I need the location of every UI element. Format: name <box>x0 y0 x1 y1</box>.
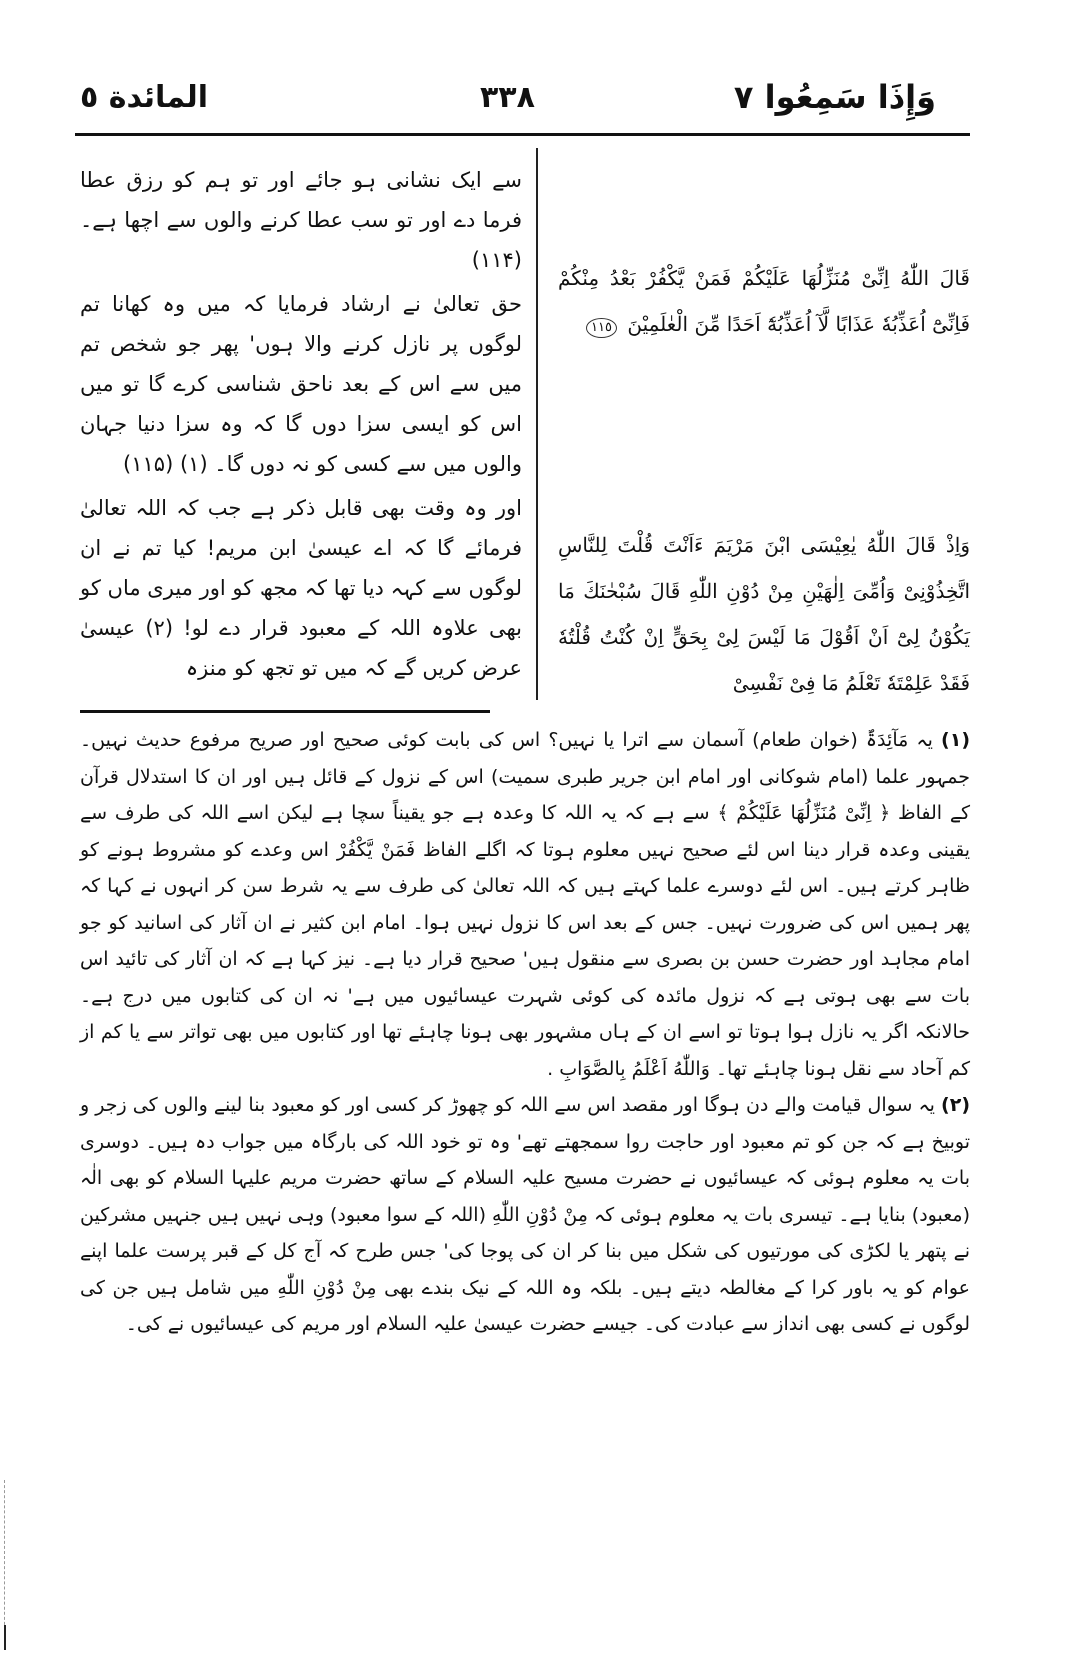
footnote-text: یہ مَآئِدَۃٌ (خوان طعام) آسمان سے اترا یا نہیں؟ اس کی بابت کوئی صحیح اور صریح مرفوع حدیث نہیں۔ جمہور علما (امام شوکانی اور امام ابن جریر طبری سمیت) اس کے نزول کے قائل ہیں اور ان کا استدلال قرآن کے الفاظ ﴿ اِنِّیْ مُنَزِّلُهَا عَلَیْكُمْ ﴾ سے ہے کہ یہ اللہ کا وعدہ ہے جو یقیناً سچا ہے لیکن اسے اللہ کی طرف سے یقینی وعدہ قرار دینا اس لئے صحیح نہیں معلوم ہوتا کہ اگلے الفاظ فَمَنْ یَّكْفُرْ اس وعدے کو مشروط ہونے کو ظاہر کرتے ہیں۔ اس لئے دوسرے علما کہتے ہیں کہ اللہ تعالیٰ کی طرف سے یہ شرط سن کر انہوں نے کہا کہ پھر ہمیں اس کی ضرورت نہیں۔ جس کے بعد اس کا نزول نہیں ہوا۔ امام ابن کثیر نے ان آثار کی اسانید کو جو امام مجاہد اور حضرت حسن بن بصری سے منقول ہیں' صحیح قرار دیا ہے۔ نیز کہا ہے کہ ان آثار کی تائید اس بات سے بھی ہوتی ہے کہ نزول مائدہ کی کوئی شہرت عیسائیوں میں ہے' نہ ان کی کتابوں میں درج ہے۔ حالانکہ اگر یہ نازل ہوا ہوتا تو اسے ان کے ہاں مشہور بھی ہونا چاہئے تھا اور کتابوں میں بھی تواتر سے یا کم از کم آحاد سے نقل ہونا چاہئے تھا۔ وَاللّٰهُ اَعْلَمُ بِالصَّوَابِ . <box>80 729 970 1080</box>
translation-paragraph: سے ایک نشانی ہو جائے اور تو ہم کو رزق عطا فرما دے اور تو سب عطا کرنے والوں سے اچھا ہے۔(۱۱۴) <box>80 168 522 272</box>
footnotes <box>80 722 970 1343</box>
translation-paragraph: اور وہ وقت بھی قابل ذکر ہے جب کہ اللہ تعالیٰ فرمائے گا کہ اے عیسیٰ ابن مریم! کیا تم نے ان لوگوں سے کہہ دیا تھا کہ مجھ کو اور میری ماں کو بھی علاوہ اللہ کے معبود قرار دے لو! (۲) عیسیٰ عرض کریں گے کہ میں تو تجھ کو منزہ <box>80 496 522 680</box>
translation-paragraph: حق تعالیٰ نے ارشاد فرمایا کہ میں وہ کھانا تم لوگوں پر نازل کرنے والا ہوں' پھر جو شخص تم میں سے اس کے بعد ناحق شناسی کرے گا تو میں اس کو ایسی سزا دوں گا کہ وہ سزا دنیا جہان والوں میں سے کسی کو نہ دوں گا۔ (۱) (۱۱۵) <box>80 292 522 476</box>
arabic-verse-116 <box>558 522 970 706</box>
urdu-translation-column <box>80 160 522 692</box>
scan-edge-mark <box>4 1480 7 1630</box>
footnote-number: (۱) <box>941 729 970 751</box>
arabic-verse-115 <box>558 255 970 347</box>
arabic-verse-text: قَالَ اللّٰهُ اِنِّیْ مُنَزِّلُهَا عَلَیْكُمْ فَمَنْ یَّكْفُرْ بَعْدُ مِنْكُمْ فَاِنِّیْٓ اُعَذِّبُهٗ عَذَابًا لَّآ اُعَذِّبُهٗٓ اَحَدًا مِّنَ الْعٰلَمِیْنَ <box>558 266 970 336</box>
verse-number-marker: ١١٥ <box>586 318 617 338</box>
juz-title: وَإِذَا سَمِعُوا ٧ <box>733 78 936 116</box>
column-divider <box>536 148 538 700</box>
page-number: ٣٣٨ <box>480 80 535 115</box>
footnote-number: (۲) <box>941 1094 971 1116</box>
surah-title: المائدة ٥ <box>80 80 208 115</box>
footnote-item <box>80 1087 970 1343</box>
footnote-rule <box>80 710 490 713</box>
footnote-item <box>80 722 970 1087</box>
page-header <box>0 0 1091 120</box>
scan-edge-mark <box>4 1625 6 1650</box>
arabic-verse-text: وَاِذْ قَالَ اللّٰهُ یٰعِیْسَی ابْنَ مَرْیَمَ ءَاَنْتَ قُلْتَ لِلنَّاسِ اتَّخِذُوْنِیْ وَاُمِّیَ اِلٰهَیْنِ مِنْ دُوْنِ اللّٰهِ قَالَ سُبْحٰنَكَ مَا یَكُوْنُ لِیْٓ اَنْ اَقُوْلَ مَا لَیْسَ لِیْ بِحَقٍّ اِنْ كُنْتُ قُلْتُهٗ فَقَدْ عَلِمْتَهٗ تَعْلَمُ مَا فِیْ نَفْسِیْ <box>558 533 970 695</box>
footnote-text: یہ سوال قیامت والے دن ہوگا اور مقصد اس سے اللہ کو چھوڑ کر کسی اور کو معبود بنا لینے والوں کی زجر و توبیخ ہے کہ جن کو تم معبود اور حاجت روا سمجھتے تھے' وہ تو خود اللہ کی بارگاہ میں جواب دہ ہیں۔ دوسری بات یہ معلوم ہوئی کہ عیسائیوں نے حضرت مسیح علیہ السلام کے ساتھ حضرت مریم علیہا السلام کو بھی الٰہ (معبود) بنایا ہے۔ تیسری بات یہ معلوم ہوئی کہ مِنْ دُوْنِ اللّٰهِ (اللہ کے سوا معبود) وہی نہیں ہیں جنہیں مشرکین نے پتھر یا لکڑی کی مورتیوں کی شکل میں بنا کر ان کی پوجا کی' جس طرح کہ آج کل کے قبر پرست علما اپنے عوام کو یہ باور کرا کے مغالطہ دیتے ہیں۔ بلکہ وہ اللہ کے نیک بندے بھی مِنْ دُوْنِ اللّٰهِ میں شامل ہیں جن کی لوگوں نے کسی بھی انداز سے عبادت کی۔ جیسے حضرت عیسیٰ علیہ السلام اور مریم کی عیسائیوں نے کی۔ <box>80 1094 970 1335</box>
header-rule <box>75 133 970 136</box>
